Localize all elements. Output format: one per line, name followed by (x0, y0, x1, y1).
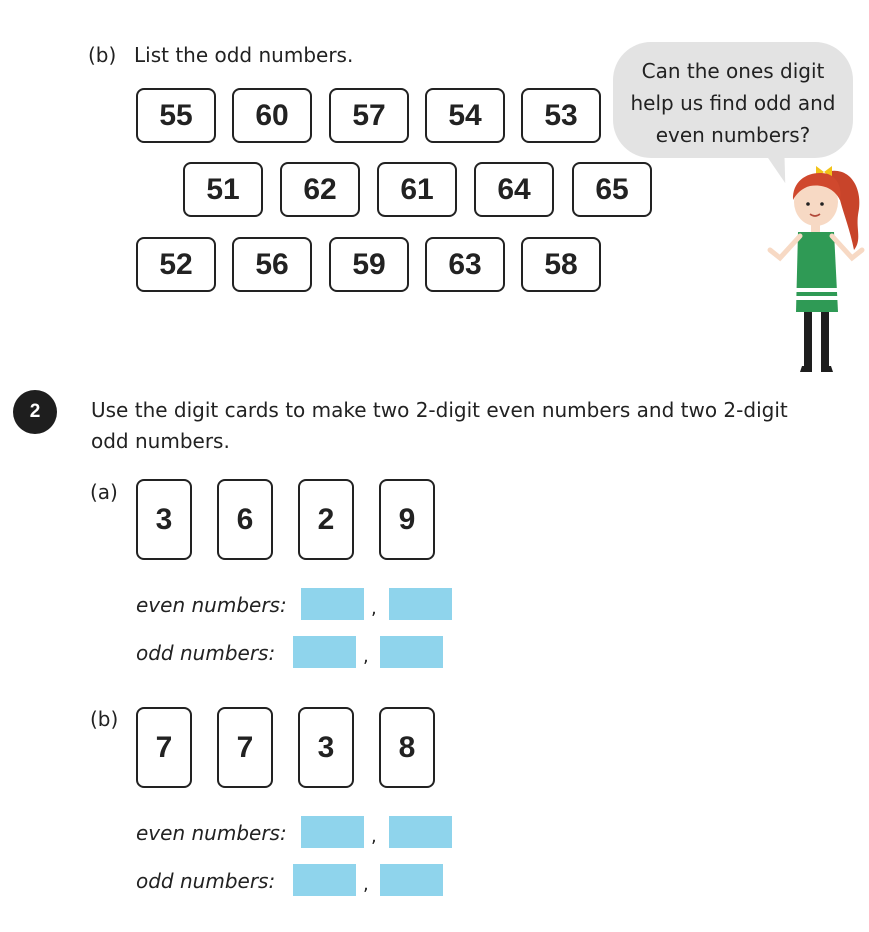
odd-answer-box-2[interactable] (380, 636, 443, 668)
number-card[interactable]: 58 (521, 237, 601, 292)
number-card[interactable]: 54 (425, 88, 505, 143)
number-card[interactable]: 60 (232, 88, 312, 143)
odd-answer-box-1[interactable] (293, 864, 356, 896)
right-leg-shape (821, 312, 829, 367)
digit-card[interactable]: 7 (217, 707, 273, 788)
comma: , (371, 598, 377, 619)
speech-line: Can the ones digit (641, 59, 825, 83)
digit-card[interactable]: 6 (217, 479, 273, 560)
number-card[interactable]: 65 (572, 162, 652, 217)
part-a-label: (a) (90, 480, 118, 504)
even-answer-box-2[interactable] (389, 588, 452, 620)
question2-instruction-line1: Use the digit cards to make two 2-digit even numbers and two 2-digit (91, 398, 788, 422)
number-card[interactable]: 51 (183, 162, 263, 217)
right-shoe-shape (821, 366, 833, 372)
part-b2-label: (b) (90, 707, 119, 731)
speech-bubble-text (613, 55, 853, 151)
odd-numbers-label: odd numbers: (136, 641, 276, 665)
number-card[interactable]: 55 (136, 88, 216, 143)
question2-instruction-line2: odd numbers. (91, 429, 230, 453)
speech-line: help us find odd and (630, 91, 836, 115)
digit-card[interactable]: 8 (379, 707, 435, 788)
number-card[interactable]: 52 (136, 237, 216, 292)
number-card[interactable]: 61 (377, 162, 457, 217)
part-b-instruction: List the odd numbers. (134, 43, 354, 67)
digit-card[interactable]: 3 (136, 479, 192, 560)
left-leg-shape (804, 312, 812, 367)
left-shoe-shape (800, 366, 812, 372)
dress-stripe (796, 296, 838, 300)
even-answer-box-2[interactable] (389, 816, 452, 848)
even-numbers-label: even numbers: (136, 821, 287, 845)
even-answer-box-1[interactable] (301, 588, 364, 620)
even-numbers-label: even numbers: (136, 593, 287, 617)
comma: , (371, 826, 377, 847)
digit-card[interactable]: 2 (298, 479, 354, 560)
number-card[interactable]: 53 (521, 88, 601, 143)
question-number-badge: 2 (13, 390, 57, 434)
eye-shape (806, 202, 810, 206)
number-card[interactable]: 62 (280, 162, 360, 217)
even-answer-box-1[interactable] (301, 816, 364, 848)
left-arm-shape (770, 236, 800, 258)
dress-stripe (796, 288, 838, 292)
number-card[interactable]: 64 (474, 162, 554, 217)
neck-shape (811, 224, 820, 232)
eye-shape (820, 202, 824, 206)
number-card[interactable]: 63 (425, 237, 505, 292)
digit-card[interactable]: 7 (136, 707, 192, 788)
digit-card[interactable]: 9 (379, 479, 435, 560)
comma: , (363, 646, 369, 667)
comma: , (363, 874, 369, 895)
odd-answer-box-2[interactable] (380, 864, 443, 896)
odd-answer-box-1[interactable] (293, 636, 356, 668)
speech-line: even numbers? (655, 123, 811, 147)
number-card[interactable]: 57 (329, 88, 409, 143)
digit-card[interactable]: 3 (298, 707, 354, 788)
part-b-label: (b) (88, 43, 117, 67)
number-card[interactable]: 56 (232, 237, 312, 292)
girl-illustration (766, 160, 866, 375)
odd-numbers-label: odd numbers: (136, 869, 276, 893)
number-card[interactable]: 59 (329, 237, 409, 292)
